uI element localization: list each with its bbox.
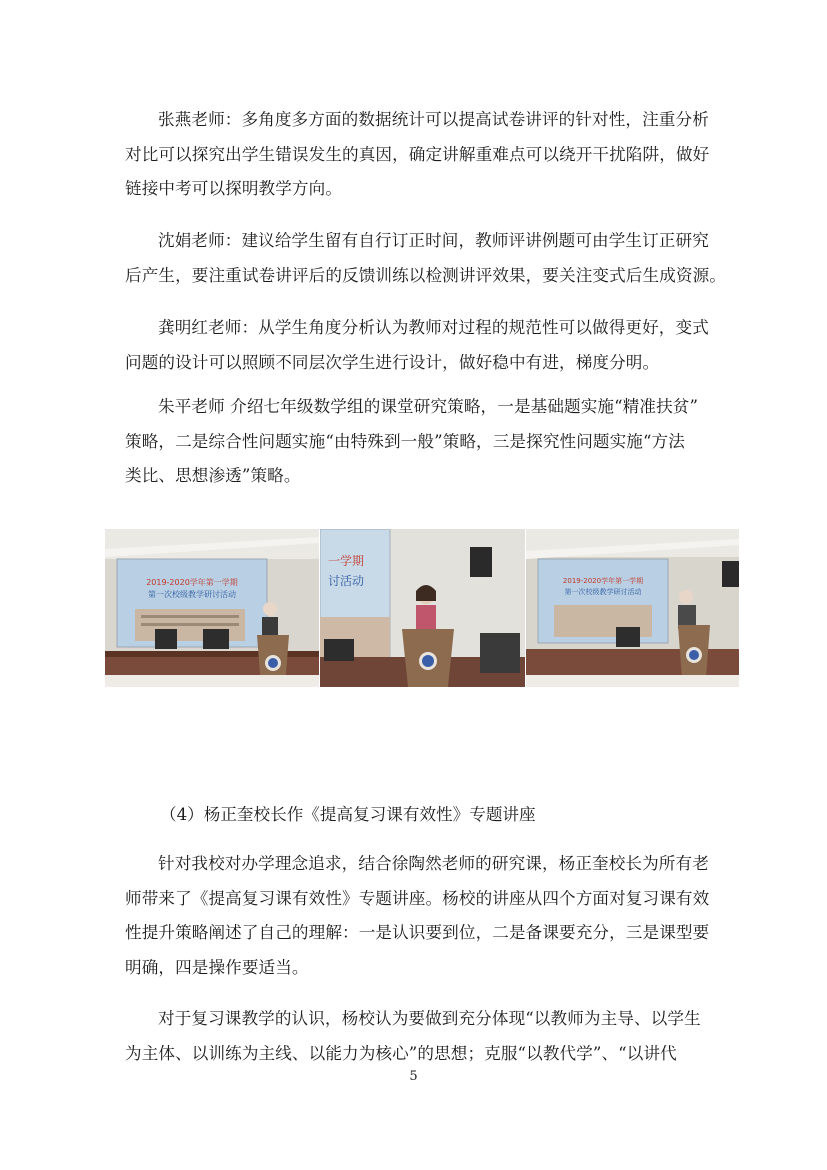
paragraph-shen-juan: [125, 224, 726, 293]
slide-title: 2019-2020学年第一学期: [146, 578, 238, 587]
photo-strip: [105, 529, 739, 687]
text-line: 沈娟老师：建议给学生留有自行订正时间，教师评讲例题可由学生订正研究: [158, 231, 709, 250]
text-line: 性提升策略阐述了自己的理解：一是认识要到位，二是备课要充分，三是课型要: [125, 923, 710, 942]
text-line: 朱平老师 介绍七年级数学组的课堂研究策略，一是基础题实施“精准扶贫”: [158, 397, 699, 416]
text-line: 链接中考可以探明教学方向。: [125, 179, 343, 198]
paragraph-zhu-ping: [125, 390, 705, 494]
slide-title-partial: 一学期: [328, 554, 365, 568]
svg-text:第一次校级教学研讨活动: 第一次校级教学研讨活动: [148, 590, 236, 599]
text-line: 问题的设计可以照顾不同层次学生进行设计，做好稳中有进，梯度分明。: [125, 352, 660, 372]
paragraph-lecture-intro: [125, 847, 710, 985]
text-line: 为主体、以训练为主线、以能力为核心”的思想；克服“以教代学”、“以讲代: [125, 1043, 677, 1063]
paragraph-gong-minghong: [125, 311, 709, 380]
text-line: 对比可以探究出学生错误发生的真因，确定讲解重难点可以绕开干扰陷阱，做好: [125, 144, 710, 164]
text-line: 针对我校对办学理念追求，结合徐陶然老师的研究课，杨正奎校长为所有老: [158, 854, 709, 873]
photo-left-image: [105, 529, 319, 687]
text-line: 张燕老师：多角度多方面的数据统计可以提高试卷讲评的针对性，注重分析: [158, 110, 709, 129]
text-line: 对于复习课教学的认识，杨校认为要做到充分体现“以教师为主导、以学生: [158, 1009, 701, 1028]
photo-speaker-left: [105, 529, 319, 687]
page-number: 5: [409, 1069, 418, 1084]
text-line: 龚明红老师：从学生角度分析认为教师对过程的规范性可以做得更好，变式: [158, 318, 709, 337]
paragraph-review-lesson: [125, 1002, 705, 1071]
text-line: 明确，四是操作要适当。: [125, 957, 309, 977]
section-heading: （4）杨正奎校长作《提高复习课有效性》专题讲座: [160, 805, 536, 824]
svg-text:第一次校级教学研讨活动: 第一次校级教学研讨活动: [564, 588, 642, 596]
photo-speaker-middle: [320, 529, 525, 687]
text-line: 师带来了《提高复习课有效性》专题讲座。杨校的讲座从四个方面对复习课有效: [125, 888, 710, 908]
text-line: 后产生，要注重试卷讲评后的反馈训练以检测讲评效果，要关注变式后生成资源。: [125, 265, 726, 285]
photo-middle-image: [320, 529, 525, 687]
svg-text:讨活动: 讨活动: [328, 574, 365, 588]
text-line: 策略，二是综合性问题实施“由特殊到一般”策略，三是探究性问题实施“方法: [125, 431, 685, 451]
photo-speaker-right: [526, 529, 739, 687]
slide-title: 2019-2020学年第一学期: [562, 577, 644, 585]
text-line: 类比、思想渗透”策略。: [125, 466, 301, 485]
photo-right-image: [526, 529, 739, 687]
paragraph-zhang-yan: [125, 103, 710, 207]
